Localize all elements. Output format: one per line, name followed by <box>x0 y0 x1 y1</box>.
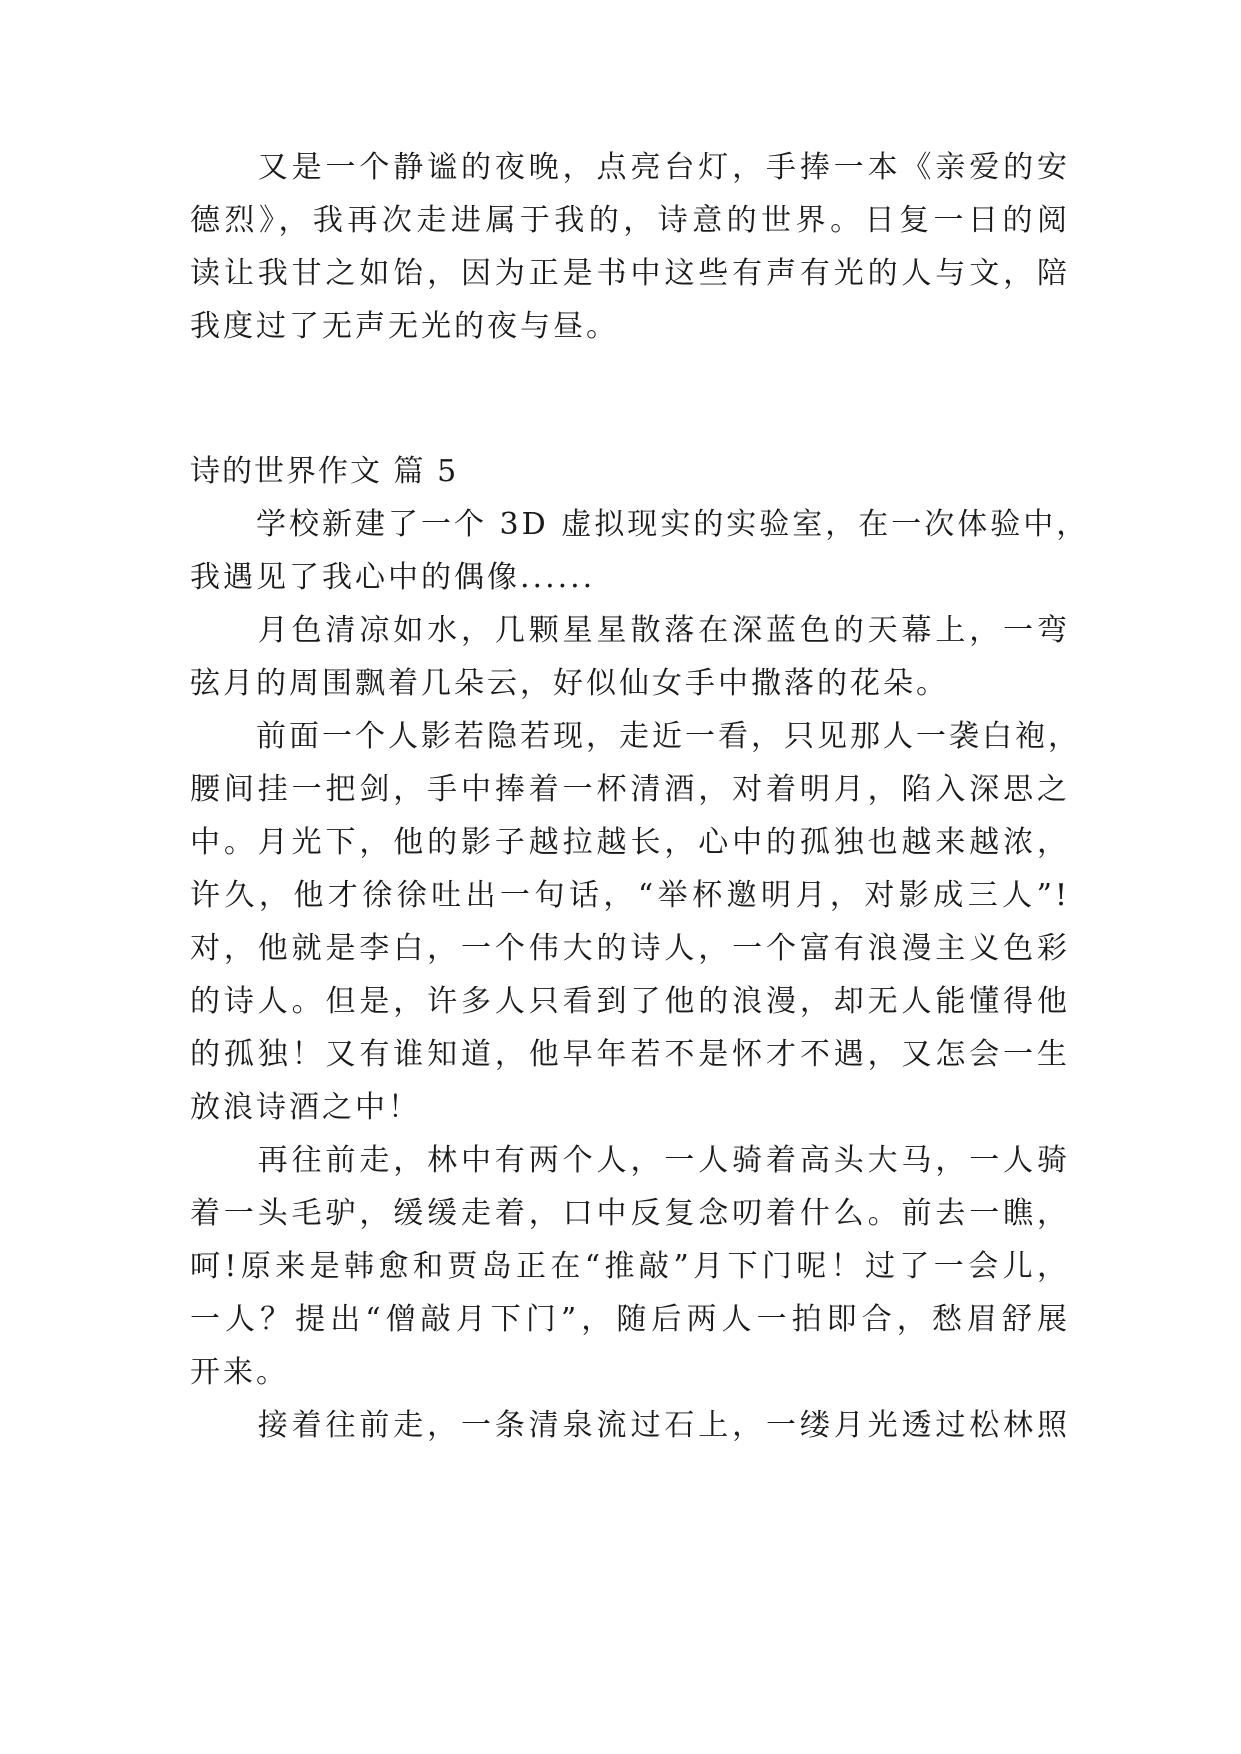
text-line: 的孤独！又有谁知道，他早年若不是怀才不遇，又怎会一生 <box>190 1037 1070 1072</box>
text-line: 许久，他才徐徐吐出一句话，“举杯邀明月，对影成三人”! <box>190 878 1070 913</box>
text-line: 呵!原来是韩愈和贾岛正在“推敲”月下门呢！过了一会儿， <box>190 1249 1070 1284</box>
text-line: 德烈》，我再次走进属于我的，诗意的世界。日复一日的阅 <box>190 203 1070 238</box>
text-line: 开来。 <box>190 1355 289 1390</box>
text-line: 着一头毛驴，缓缓走着，口中反复念叨着什么。前去一瞧， <box>190 1196 1070 1231</box>
text-line: 腰间挂一把剑，手中捧着一杯清酒，对着明月，陷入深思之 <box>190 772 1070 807</box>
text-line: 又是一个静谧的夜晚，点亮台灯，手捧一本《亲爱的安 <box>190 150 1070 185</box>
text-line: 月色清凉如水，几颗星星散落在深蓝色的天幕上，一弯 <box>190 613 1070 648</box>
text-line: 学校新建了一个 3D 虚拟现实的实验室，在一次体验中， <box>190 507 1090 542</box>
text-line: 读让我甘之如饴，因为正是书中这些有声有光的人与文，陪 <box>190 256 1070 291</box>
text-line: 我度过了无声无光的夜与昼。 <box>190 309 619 344</box>
text-line: 前面一个人影若隐若现，走近一看，只见那人一袭白袍， <box>190 719 1081 754</box>
section-heading: 诗的世界作文 篇 5 <box>190 454 459 489</box>
text-line: 弦月的周围飘着几朵云，好似仙女手中撒落的花朵。 <box>190 666 949 701</box>
text-line: 放浪诗酒之中！ <box>190 1090 421 1125</box>
text-line: 一人？提出“僧敲月下门”，随后两人一拍即合，愁眉舒展 <box>190 1302 1070 1337</box>
text-line: 我遇见了我心中的偶像...... <box>190 560 596 595</box>
text-line: 再往前走，林中有两个人，一人骑着高头大马，一人骑 <box>190 1143 1070 1178</box>
text-line: 中。月光下，他的影子越拉越长，心中的孤独也越来越浓， <box>190 825 1070 860</box>
text-line: 的诗人。但是，许多人只看到了他的浪漫，却无人能懂得他 <box>190 984 1070 1019</box>
text-line: 接着往前走，一条清泉流过石上，一缕月光透过松林照 <box>190 1408 1070 1443</box>
text-line: 对，他就是李白，一个伟大的诗人，一个富有浪漫主义色彩 <box>190 931 1070 966</box>
